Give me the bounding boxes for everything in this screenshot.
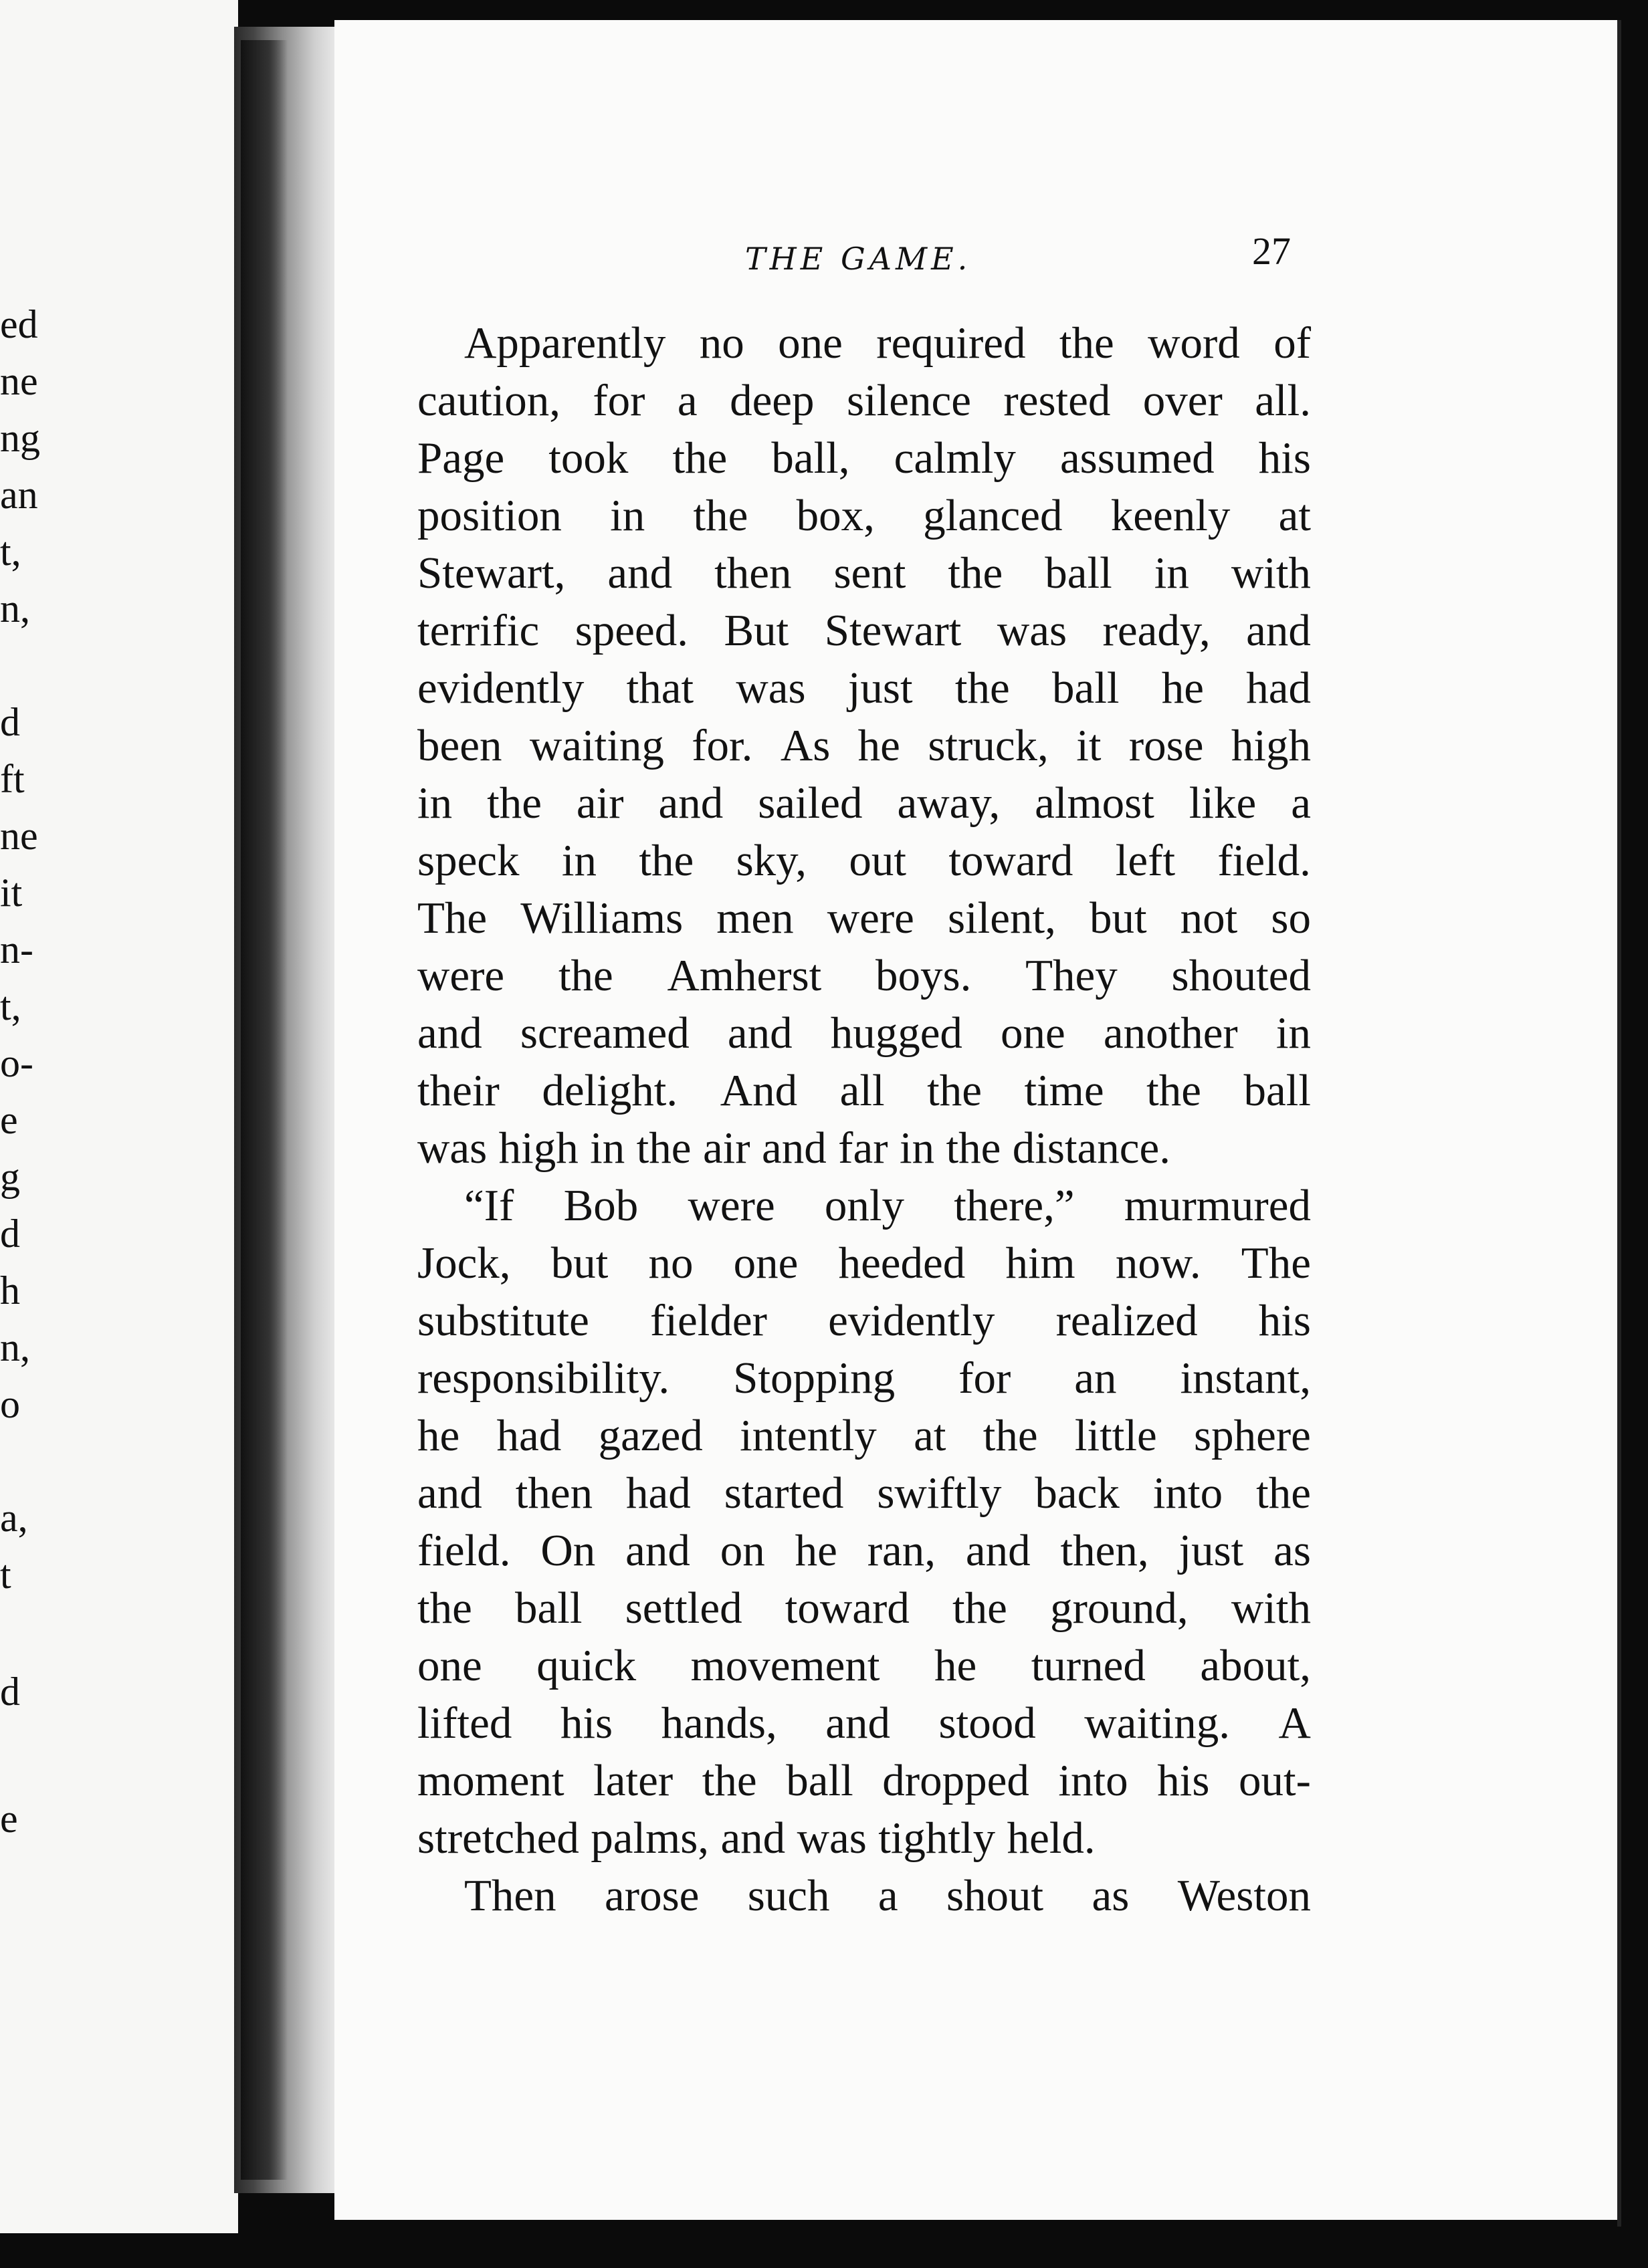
text-line: The Williams men were silent, but not so bbox=[417, 893, 1311, 943]
text-line: responsibility. Stopping for an instant, bbox=[417, 1353, 1311, 1403]
text-line: was high in the air and far in the distance. bbox=[417, 1123, 1171, 1173]
text-line: Page took the ball, calmly assumed his bbox=[417, 433, 1311, 483]
text-line: substitute fielder evidently realized his bbox=[417, 1296, 1311, 1345]
text-line: and screamed and hugged one another in bbox=[417, 1008, 1311, 1058]
text-line: terrific speed. But Stewart was ready, and bbox=[417, 606, 1311, 655]
text-line: speck in the sky, out toward left field. bbox=[417, 836, 1311, 885]
facing-page-fragment: ft bbox=[0, 757, 25, 801]
text-line: “If Bob were only there,” murmured bbox=[464, 1181, 1311, 1230]
text-line: Apparently no one required the word of bbox=[464, 318, 1311, 368]
facing-page-fragment: d bbox=[0, 1670, 20, 1714]
text-line: moment later the ball dropped into his out- bbox=[417, 1756, 1311, 1805]
text-line: caution, for a deep silence rested over all. bbox=[417, 376, 1311, 425]
facing-page-fragment: ed bbox=[0, 302, 38, 346]
facing-page-fragment: n, bbox=[0, 1325, 30, 1369]
gutter-shadow bbox=[241, 40, 288, 2180]
facing-page-text-edge bbox=[0, 0, 67, 2233]
facing-page bbox=[0, 0, 238, 2233]
facing-page-fragment: it bbox=[0, 871, 23, 915]
facing-page-fragment: t, bbox=[0, 984, 21, 1028]
text-line: Stewart, and then sent the ball in with bbox=[417, 548, 1311, 598]
text-line: in the air and sailed away, almost like a bbox=[417, 778, 1311, 828]
facing-page-fragment: e bbox=[0, 1797, 18, 1841]
running-head: THE GAME. bbox=[745, 241, 972, 277]
body-text bbox=[417, 314, 1311, 1924]
text-line: position in the box, glanced keenly at bbox=[417, 491, 1311, 540]
facing-page-fragment: d bbox=[0, 700, 20, 744]
text-line: field. On and on he ran, and then, just as bbox=[417, 1526, 1311, 1575]
page-number: 27 bbox=[1252, 229, 1291, 273]
facing-page-fragment: g bbox=[0, 1155, 20, 1199]
text-line: he had gazed intently at the little sphere bbox=[417, 1411, 1311, 1460]
text-line: evidently that was just the ball he had bbox=[417, 663, 1311, 713]
facing-page-fragment: o- bbox=[0, 1041, 33, 1085]
text-line: the ball settled toward the ground, with bbox=[417, 1583, 1311, 1633]
text-line: stretched palms, and was tightly held. bbox=[417, 1813, 1096, 1863]
text-line: Then arose such a shout as Weston bbox=[464, 1871, 1311, 1920]
facing-page-fragment: t, bbox=[0, 530, 21, 574]
facing-page-fragment: an bbox=[0, 473, 38, 517]
text-line: and then had started swiftly back into the bbox=[417, 1468, 1311, 1518]
text-line: their delight. And all the time the ball bbox=[417, 1066, 1311, 1115]
text-line: were the Amherst boys. They shouted bbox=[417, 951, 1311, 1000]
text-line: lifted his hands, and stood waiting. A bbox=[417, 1698, 1311, 1748]
facing-page-fragment: ne bbox=[0, 814, 38, 858]
text-line: Jock, but no one heeded him now. The bbox=[417, 1238, 1311, 1288]
facing-page-fragment: o bbox=[0, 1382, 20, 1426]
facing-page-fragment: ne bbox=[0, 359, 38, 403]
facing-page-fragment: e bbox=[0, 1098, 18, 1142]
facing-page-fragment: t bbox=[0, 1553, 11, 1597]
page-edge bbox=[1617, 20, 1621, 2227]
facing-page-fragment: n- bbox=[0, 927, 33, 972]
facing-page-fragment: a, bbox=[0, 1496, 28, 1540]
facing-page-fragment: d bbox=[0, 1212, 20, 1256]
text-line: been waiting for. As he struck, it rose high bbox=[417, 721, 1311, 770]
facing-page-fragment: h bbox=[0, 1268, 20, 1313]
facing-page-fragment: n, bbox=[0, 586, 30, 631]
text-line: one quick movement he turned about, bbox=[417, 1641, 1311, 1690]
facing-page-fragment: ng bbox=[0, 416, 40, 460]
